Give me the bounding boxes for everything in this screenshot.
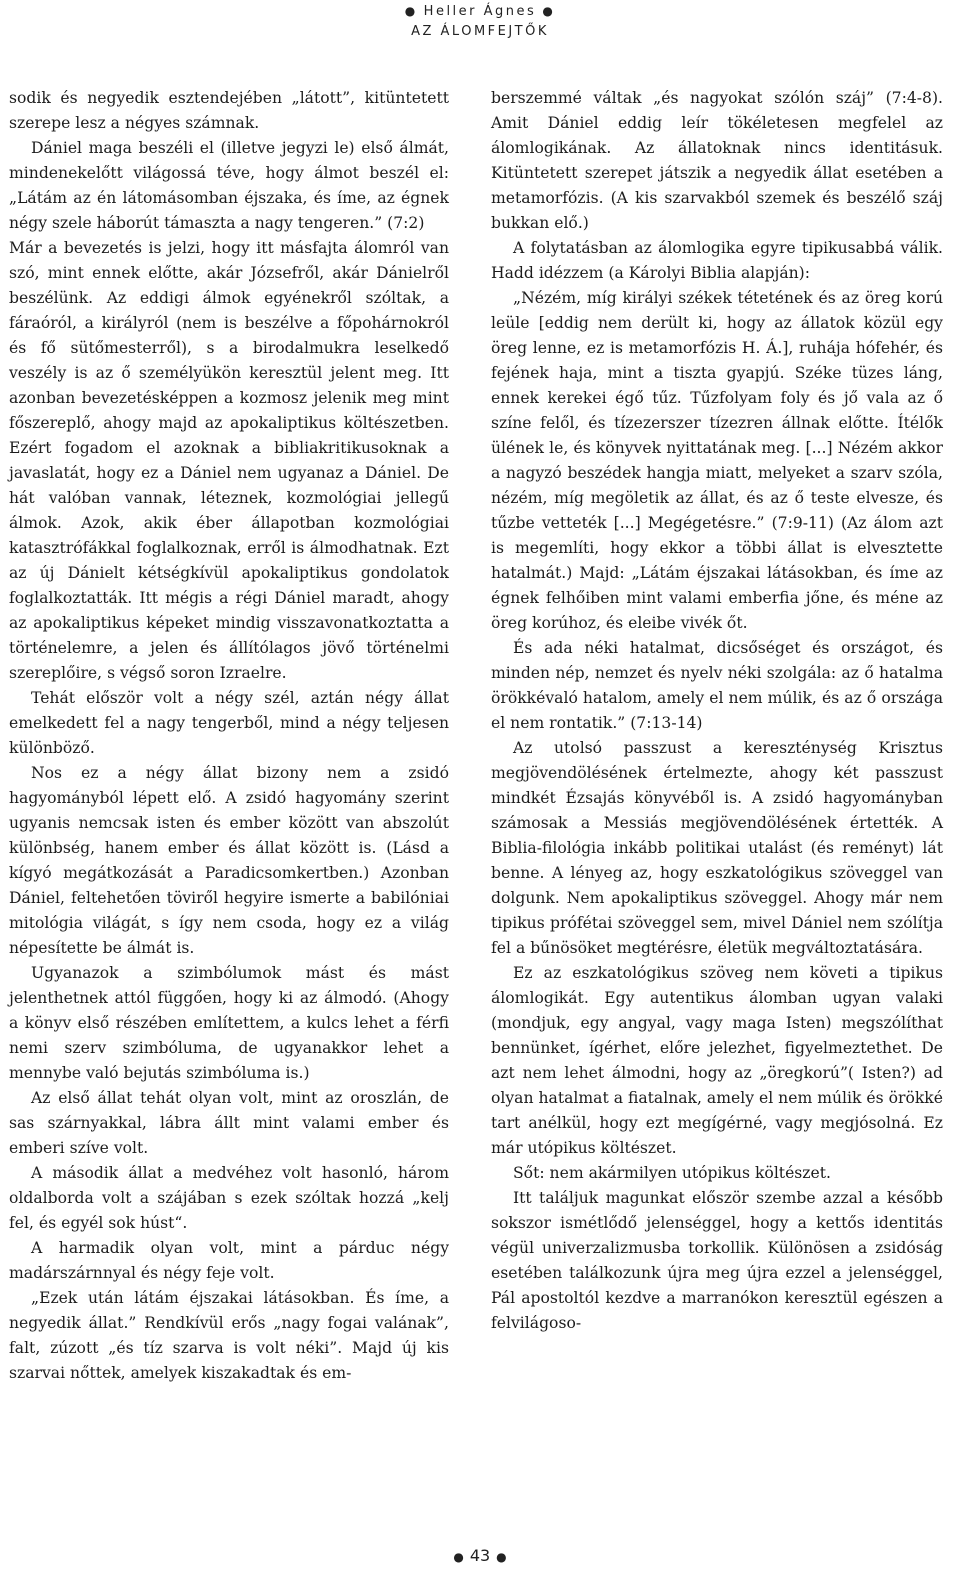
header-author: Heller Ágnes <box>423 4 537 19</box>
bullet-icon: ● <box>496 1550 507 1564</box>
paragraph: sodik és negyedik esztendejében „látott”, kitüntetett szerepe lesz a négyes számnak. <box>9 89 449 132</box>
bullet-icon: ● <box>542 4 556 18</box>
paragraph: berszemmé váltak „és nagyokat szólón száj” (7:4-8). Amit Dániel eddig leír tökéletesen megfelel az álomlogikának. Az állatoknak nincs identitásuk. Kitüntetett szerepet játszik a negyedik állat esetében a metamorfózis. (A kis szarvakból szemek és beszélő száj bukkan elő.) <box>491 89 943 232</box>
paragraph: Nos ez a négy állat bizony nem a zsidó hagyományból lépett elő. A zsidó hagyomány szerint ugyanis nemcsak isten és ember között van abszolút különbség, hanem ember és állat között is. (Lásd a kígyó megátkozását a Paradicsomkertben.) Azonban Dániel, feltehetően töviről hegyire ismerte a babilóniai mitológia világát, s így nem csoda, hogy ez a világ népesítette be álmát is. <box>9 764 449 957</box>
paragraph: Az utolsó passzust a kereszténység Krisztus megjövendölésének értelmezte, ahogy két passzust mindkét Ézsajás könyvéből is. A zsidó hagyományban számosak a Messiás megjövendölésének értették. A Biblia-filológia inkább politikai utalást (és reményt) lát benne. A lényeg az, hogy eszkatológikus szöveggel van dolgunk. Nem apokaliptikus szöveggel. Ahogy már nem tipikus prófétai szöveggel sem, mivel Dániel nem szólítja fel a bűnösöket megtérésre, életük megváltoztatására. <box>491 739 943 957</box>
paragraph: „Ezek után látám éjszakai látásokban. És íme, a negyedik állat.” Rendkívül erős „nagy fogai valának”, falt, zúzott „és tíz szarva is volt néki”. Majd új kis szarvai nőttek, amelyek kiszakadtak és em- <box>9 1289 449 1382</box>
right-column <box>491 86 943 1336</box>
header-author-line <box>0 4 960 19</box>
paragraph: Dániel maga beszéli el (illetve jegyzi le) első álmát, mindenekelőtt világossá téve, hogy álmot beszél el: „Látám az én látomásomban éjszaka, és íme, az égnek négy szele háborút támaszta a nagy tengeren.” (7:2) <box>9 139 449 232</box>
page-number: 43 <box>469 1546 491 1565</box>
paragraph: Ez az eszkatológikus szöveg nem követi a tipikus álomlogikát. Egy autentikus álomban ugyan valaki (mondjuk, egy angyal, vagy maga Isten) megszólíthat bennünket, ígérhet, előre jelezhet, figyelmeztethet. De azt nem lehet álmodni, hogy az „öregkorú”( Isten?) ad olyan hatalmat a fiatalnak, amely el nem múlik és örökké tart anélkül, hogy ezt megígérné, vagy megjósolná. Ez már utópikus költészet. <box>491 964 943 1157</box>
paragraph: Itt találjuk magunkat először szembe azzal a később sokszor ismétlődő jelenséggel, hogy a kettős identitás végül univerzalizmusba torkollik. Különösen a zsidóság esetében találkozunk újra meg újra ezzel a jelenséggel, Pál apostoltól kezdve a marranókon keresztül egészen a felvilágoso- <box>491 1189 943 1332</box>
paragraph: Sőt: nem akármilyen utópikus költészet. <box>513 1164 831 1182</box>
paragraph: Az első állat tehát olyan volt, mint az oroszlán, de sas szárnyakkal, lábra állt mint valami ember és emberi szíve volt. <box>9 1089 449 1157</box>
paragraph: A harmadik olyan volt, mint a párduc négy madárszárnnyal és négy feje volt. <box>9 1239 449 1282</box>
header-title: AZ ÁLOMFEJTŐK <box>411 24 549 39</box>
bullet-icon: ● <box>404 4 418 18</box>
paragraph: Tehát először volt a négy szél, aztán négy állat emelkedett fel a nagy tengerből, mind a négy teljesen különböző. <box>9 689 449 757</box>
left-column <box>9 86 449 1386</box>
paragraph: Már a bevezetés is jelzi, hogy itt másfajta álomról van szó, mint ennek előtte, akár Józsefről, akár Dánielről beszélünk. Az eddigi álmok egyénekről szóltak, a fáraóról, a királyról (nem is beszélve a főpohárnokról és fő sütőmesterről), s a birodalmukra leselkedő veszély is az ő személyükön keresztül jelent meg. Itt azonban bevezetésképpen a kozmosz jelenik meg mint főszereplő, ahogy majd az apokaliptikus költészetben. Ezért fogadom el azoknak a bibliakritikusoknak a javaslatát, hogy ez a Dániel nem ugyanaz a Dániel. De hát valóban vannak, léteznek, kozmológiai jellegű álmok. Azok, akik éber állapotban kozmológiai katasztrófákkal foglalkoznak, erről is álmodhatnak. Ezt az új Dánielt kétségkívül apokaliptikus gondolatok foglalkoztatták. Itt mégis a régi Dániel maradt, ahogy az apokaliptikus képeket mindig visszavonatkoztatta a történelemre, a jelen és állítólagos jövő történelmi szereplőire, s végső soron Izraelre. <box>9 239 449 682</box>
paragraph: A folytatásban az álomlogika egyre tipikusabbá válik. Hadd idézzem (a Károlyi Biblia alapján): <box>491 239 943 282</box>
bullet-icon: ● <box>453 1550 464 1564</box>
paragraph: Ugyanazok a szimbólumok mást és mást jelenthetnek attól függően, hogy ki az álmodó. (Ahogy a könyv első részében említettem, a kulcs lehet a férfi nemi szerv szimbóluma, de ugyanakkor lehet a mennybe való bejutás szimbóluma is.) <box>9 964 449 1082</box>
page-footer <box>0 1546 960 1565</box>
paragraph: „Nézém, míg királyi székek tétetének és az öreg korú leüle [eddig nem derült ki, hogy az állatok közül egy öreg lenne, ez is metamorfózis H. Á.], ruhája hófehér, és fejének haja, mint a tiszta gyapjú. Széke tüzes láng, ennek kerekei égő tűz. Tűzfolyam foly és jő vala az ő színe felől, és tízezerszer tízezren állnak előtte. Ítélők ülének le, és könyvek nyittatának meg. [...] Nézém akkor a nagyzó beszédek hangja miatt, melyeket a szarv szóla, nézém, míg megöletik az állat, és az ő teste elvesze, és tűzbe vetteték [...] Megégetésre.” (7:9-11) (Az álom azt is megemlíti, hogy ekkor a többi állat is elvesztette hatalmát.) Majd: „Látám éjszakai látásokban, és íme az égnek felhőiben mint valami emberfia jőne, és méne az öreg korúhoz, és eleibe vivék őt. <box>491 289 943 632</box>
paragraph: És ada néki hatalmat, dicsőséget és országot, és minden nép, nemzet és nyelv néki szolgála: az ő hatalma örökkévaló hatalom, amely el nem múlik, és az ő országa el nem rontatik.” (7:13-14) <box>491 639 943 732</box>
paragraph: A második állat a medvéhez volt hasonló, három oldalborda volt a szájában s ezek szóltak hozzá „kelj fel, és egyél sok húst“. <box>9 1164 449 1232</box>
